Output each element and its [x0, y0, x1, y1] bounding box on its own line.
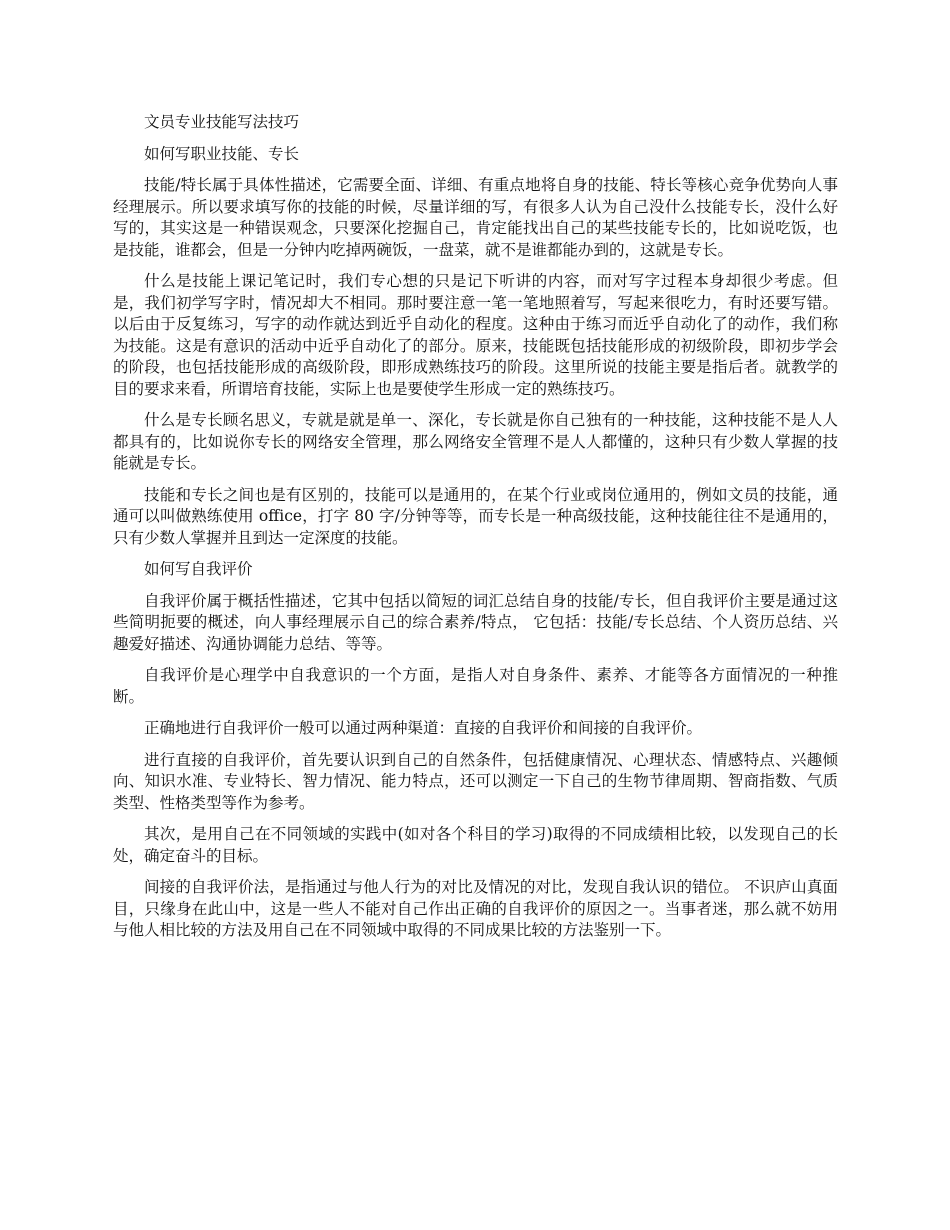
paragraph: 技能/特长属于具体性描述，它需要全面、详细、有重点地将自身的技能、特长等核心竞争优势向人事经理展示。所以要求填写你的技能的时候，尽量详细的写，有很多人认为自己没什么技能专长，没什么好写的，其实这是一种错误观念，只要深化挖掘自己，肯定能找出自己的某些技能专长的，比如说吃饭，也是技能，谁都会，但是一分钟内吃掉两碗饭，一盘菜，就不是谁都能办到的，这就是专长。 — [113, 176, 838, 259]
paragraph: 其次，是用自己在不同领域的实践中(如对各个科目的学习)取得的不同成绩相比较，以发现自己的长处，确定奋斗的目标。 — [113, 825, 838, 865]
section-heading-skills: 如何写职业技能、专长 — [144, 144, 300, 163]
document-page — [113, 112, 838, 952]
paragraph: 技能和专长之间也是有区别的，技能可以是通用的，在某个行业或岗位通用的，例如文员的技能，通通可以叫做熟练使用 office，打字 80 字/分钟等等，而专长是一种高级技能，这种技能往往不是通用的，只有少数人掌握并且到达一定深度的技能。 — [113, 485, 838, 547]
paragraph: 进行直接的自我评价，首先要认识到自己的自然条件，包括健康情况、心理状态、情感特点、兴趣倾向、知识水准、专业特长、智力情况、能力特点，还可以测定一下自己的生物节律周期、智商指数、气质类型、性格类型等作为参考。 — [113, 750, 838, 812]
section-heading-self-evaluation: 如何写自我评价 — [144, 560, 253, 578]
paragraph: 正确地进行自我评价一般可以通过两种渠道：直接的自我评价和间接的自我评价。 — [144, 719, 703, 737]
paragraph: 什么是专长顾名思义，专就是就是单一、深化，专长就是你自己独有的一种技能，这种技能不是人人都具有的，比如说你专长的网络安全管理，那么网络安全管理不是人人都懂的，这种只有少数人掌握的技能就是专长。 — [113, 411, 838, 472]
paragraph: 什么是技能上课记笔记时，我们专心想的只是记下听讲的内容，而对写字过程本身却很少考虑。但是，我们初学写字时，情况却大不相同。那时要注意一笔一笔地照着写，写起来很吃力，有时还要写错。以后由于反复练习，写字的动作就达到近乎自动化的程度。这种由于练习而近乎自动化了的动作，我们称为技能。这是有意识的活动中近乎自动化了的部分。原来，技能既包括技能形成的初级阶段，即初步学会的阶段，也包括技能形成的高级阶段，即形成熟练技巧的阶段。这里所说的技能主要是指后者。就教学的目的要求来看，所谓培育技能，实际上也是要使学生形成一定的熟练技巧。 — [113, 272, 838, 398]
paragraph: 自我评价属于概括性描述，它其中包括以简短的词汇总结自身的技能/专长，但自我评价主要是通过这些简明扼要的概述，向人事经理展示自己的综合素养/特点， 它包括：技能/专长总结、个人资历总结、兴趣爱好描述、沟通协调能力总结、等等。 — [113, 591, 838, 653]
paragraph: 自我评价是心理学中自我意识的一个方面，是指人对自身条件、素养、才能等各方面情况的一种推断。 — [113, 666, 838, 706]
paragraph: 间接的自我评价法，是指通过与他人行为的对比及情况的对比，发现自我认识的错位。 不识庐山真面目，只缘身在此山中，这是一些人不能对自己作出正确的自我评价的原因之一。当事者迷，那么就不妨用与他人相比较的方法及用自己在不同领域中取得的不同成果比较的方法鉴别一下。 — [113, 878, 838, 939]
document-title: 文员专业技能写法技巧 — [144, 113, 300, 131]
